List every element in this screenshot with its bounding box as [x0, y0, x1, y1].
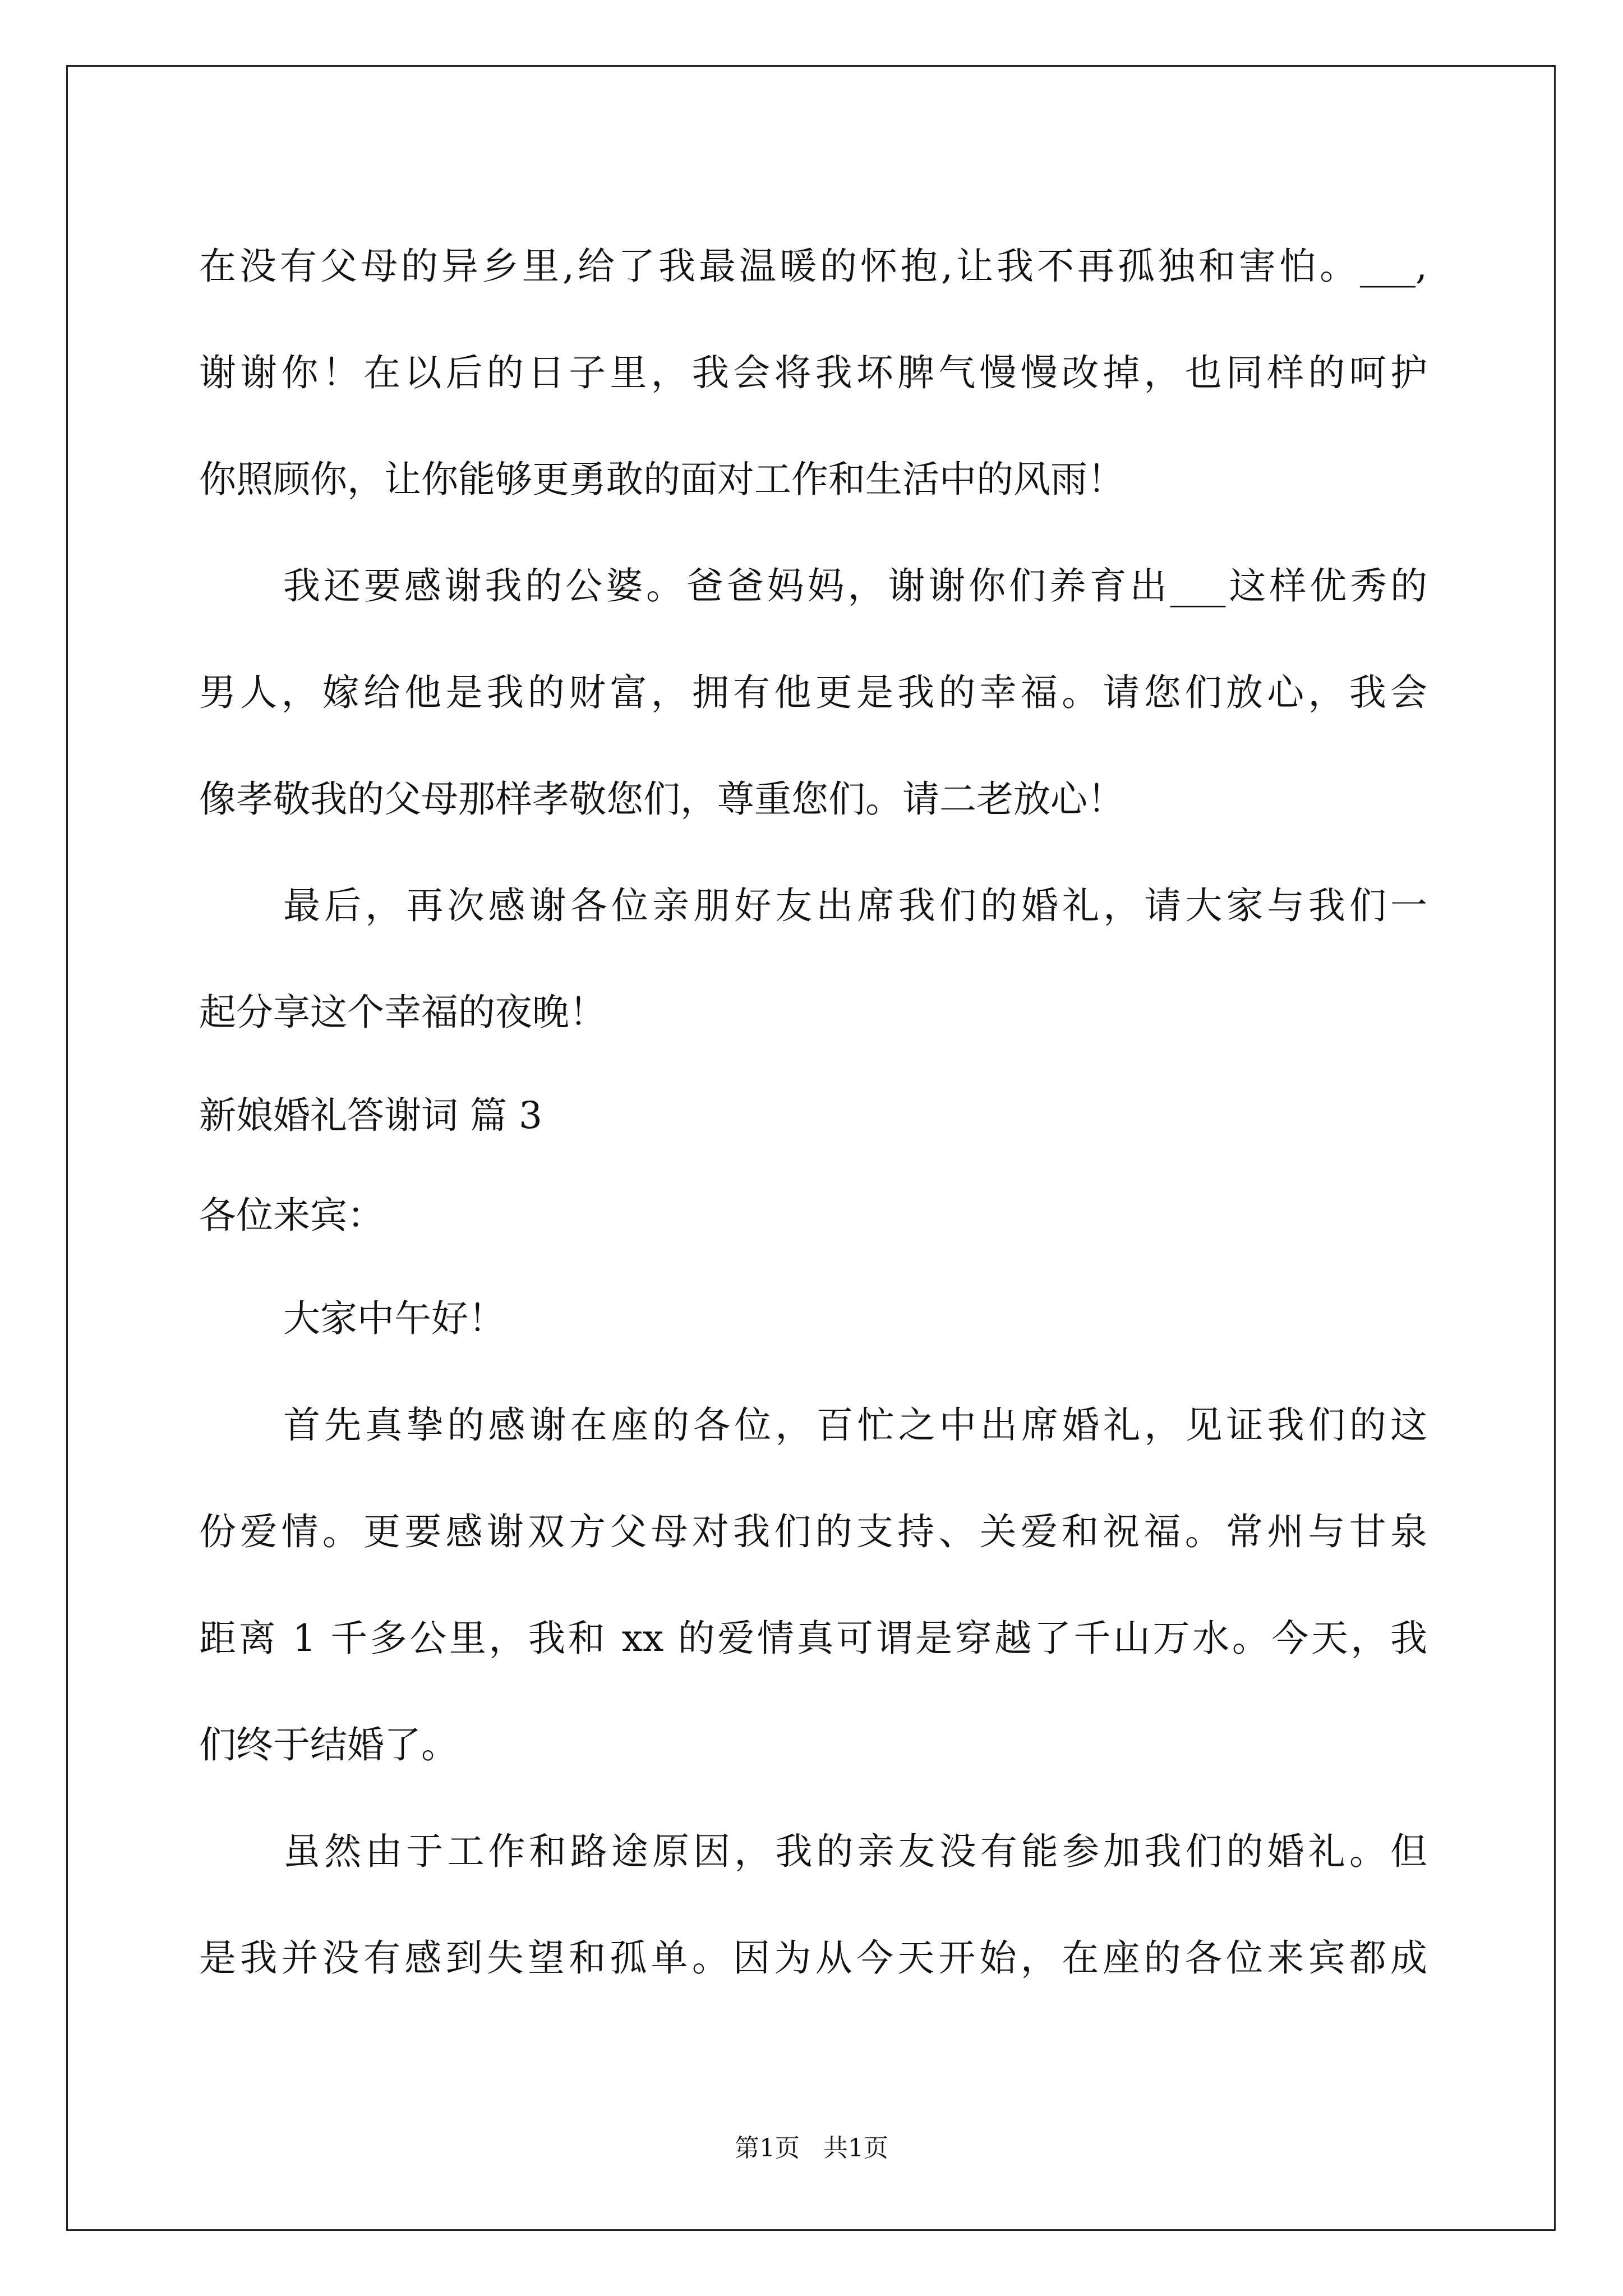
paragraph-line: 你照顾你，让你能够更勇敢的面对工作和生活中的风雨！: [199, 458, 1124, 501]
paragraph-line: 在没有父母的异乡里,给了我最温暖的怀抱,让我不再孤独和害怕。___,: [199, 245, 1427, 288]
greeting: 大家中午好！: [283, 1297, 505, 1340]
paragraph-line: 起分享这个幸福的夜晚！: [199, 991, 606, 1034]
section-heading: 新娘婚礼答谢词 篇 3: [199, 1094, 542, 1137]
paragraph-line: 虽然由于工作和路途原因，我的亲友没有能参加我们的婚礼。但: [283, 1830, 1427, 1873]
paragraph-line: 男人，嫁给他是我的财富，拥有他更是我的幸福。请您们放心，我会: [199, 671, 1427, 714]
paragraph-line: 们终于结婚了。: [199, 1723, 458, 1766]
document-body: [199, 213, 1427, 2012]
paragraph-line: 最后，再次感谢各位亲朋好友出席我们的婚礼，请大家与我们一: [283, 884, 1427, 927]
paragraph-line: 我还要感谢我的公婆。爸爸妈妈，谢谢你们养育出___这样优秀的: [283, 564, 1427, 608]
paragraph-line: 像孝敬我的父母那样孝敬您们，尊重您们。请二老放心！: [199, 777, 1124, 821]
page-footer: 第1页 共1页: [735, 2134, 888, 2162]
paragraph-line: 谢谢你！在以后的日子里，我会将我坏脾气慢慢改掉，也同样的呵护: [199, 351, 1427, 394]
paragraph-line: 首先真挚的感谢在座的各位，百忙之中出席婚礼，见证我们的这: [283, 1404, 1427, 1447]
paragraph-line: 份爱情。更要感谢双方父母对我们的支持、关爱和祝福。常州与甘泉: [199, 1510, 1427, 1553]
paragraph-line: 是我并没有感到失望和孤单。因为从今天开始，在座的各位来宾都成: [199, 1936, 1427, 1980]
paragraph-line: 距离 1 千多公里，我和 xx 的爱情真可谓是穿越了千山万水。今天，我: [199, 1617, 1427, 1660]
salutation: 各位来宾：: [199, 1194, 384, 1237]
